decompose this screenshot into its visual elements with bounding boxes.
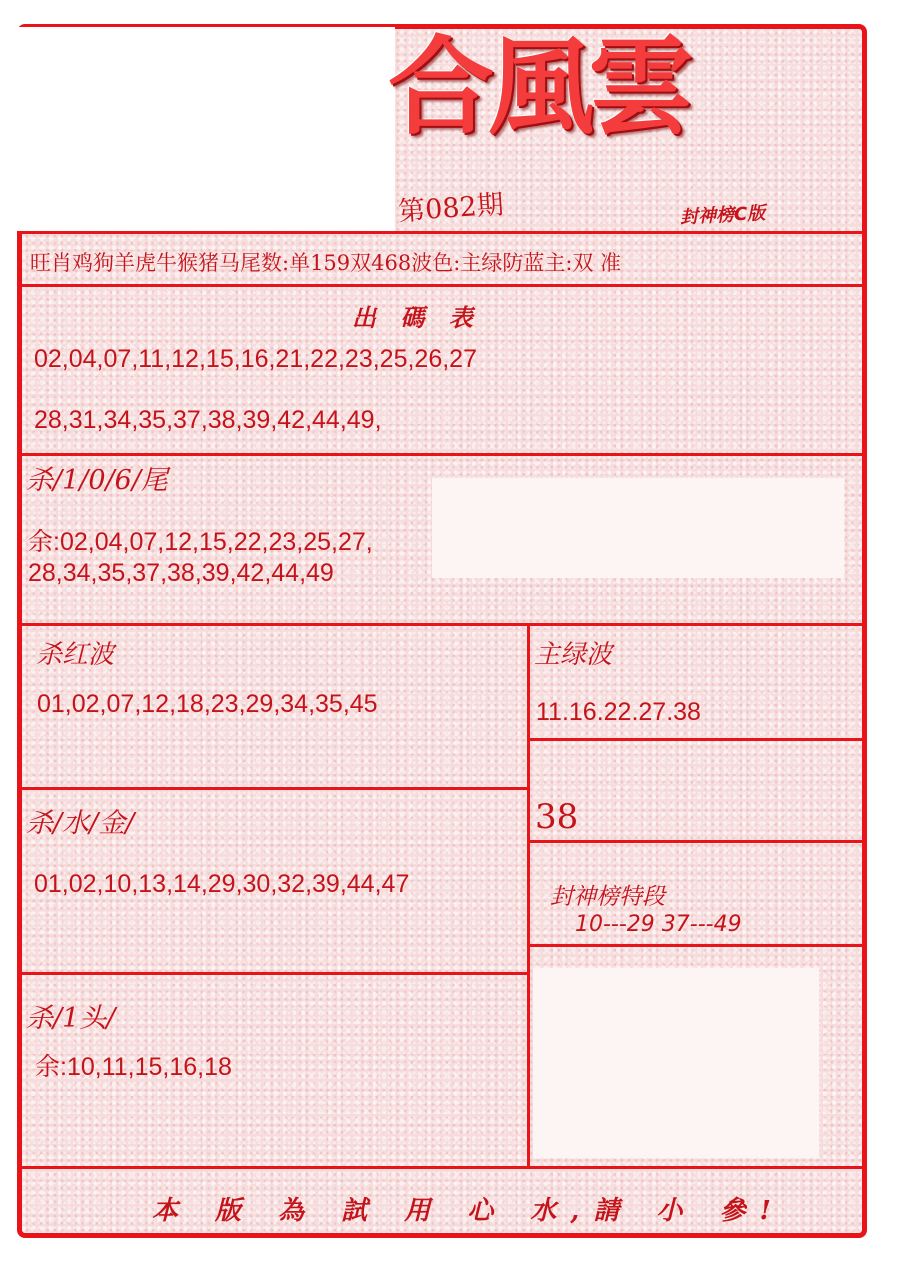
divider [19, 972, 529, 975]
special-segment-heading: 封神榜特段 [550, 884, 665, 910]
kill-water-gold-heading: 杀/水/金/ [26, 808, 135, 839]
divider [19, 284, 865, 287]
divider [19, 1166, 865, 1169]
edition-label: 封神榜C版 [679, 202, 766, 229]
kill-tail-heading: 杀/1/0/6/尾 [26, 465, 168, 496]
header-title: 合風雲 [388, 24, 688, 149]
draw-table-line-2: 28,31,34,35,37,38,39,42,44,49, [34, 406, 382, 434]
main-green-heading: 主绿波 [534, 640, 613, 670]
summary-line: 旺肖鸡狗羊虎牛猴猪马尾数:单159双468波色:主绿防蓝主:双 准 [30, 251, 622, 275]
footer-note: 本 版 為 試 用 心 水,請 小 參! [152, 1196, 785, 1226]
kill-red-heading: 杀红波 [36, 640, 115, 670]
draw-table-heading: 出 碼 表 [352, 303, 481, 332]
divider [19, 787, 529, 790]
kill-head-heading: 杀/1头/ [26, 1003, 116, 1034]
single-number: 38 [535, 797, 579, 837]
divider [529, 840, 865, 843]
kill-tail-line-1: 余:02,04,07,12,15,22,23,25,27, [28, 528, 373, 556]
kill-tail-line-2: 28,34,35,37,38,39,42,44,49 [28, 559, 334, 587]
divider [529, 738, 865, 741]
divider [19, 231, 865, 234]
draw-table-line-1: 02,04,07,11,12,15,16,21,22,23,25,26,27 [34, 345, 477, 373]
issue-number: 第082期 [397, 189, 505, 228]
kill-head-remaining: 余:10,11,15,16,18 [35, 1053, 232, 1081]
divider [529, 944, 865, 947]
column-divider [527, 623, 530, 1168]
divider [19, 623, 865, 626]
kill-water-gold-numbers: 01,02,10,13,14,29,30,32,39,44,47 [34, 870, 410, 898]
special-segment-ranges: 10---29 37---49 [575, 912, 742, 937]
kill-red-numbers: 01,02,07,12,18,23,29,34,35,45 [37, 690, 378, 718]
blank-panel [432, 478, 844, 578]
header-blank-box [17, 27, 395, 231]
blank-panel [533, 968, 819, 1158]
main-green-numbers: 11.16.22.27.38 [536, 698, 701, 726]
divider [19, 453, 865, 456]
